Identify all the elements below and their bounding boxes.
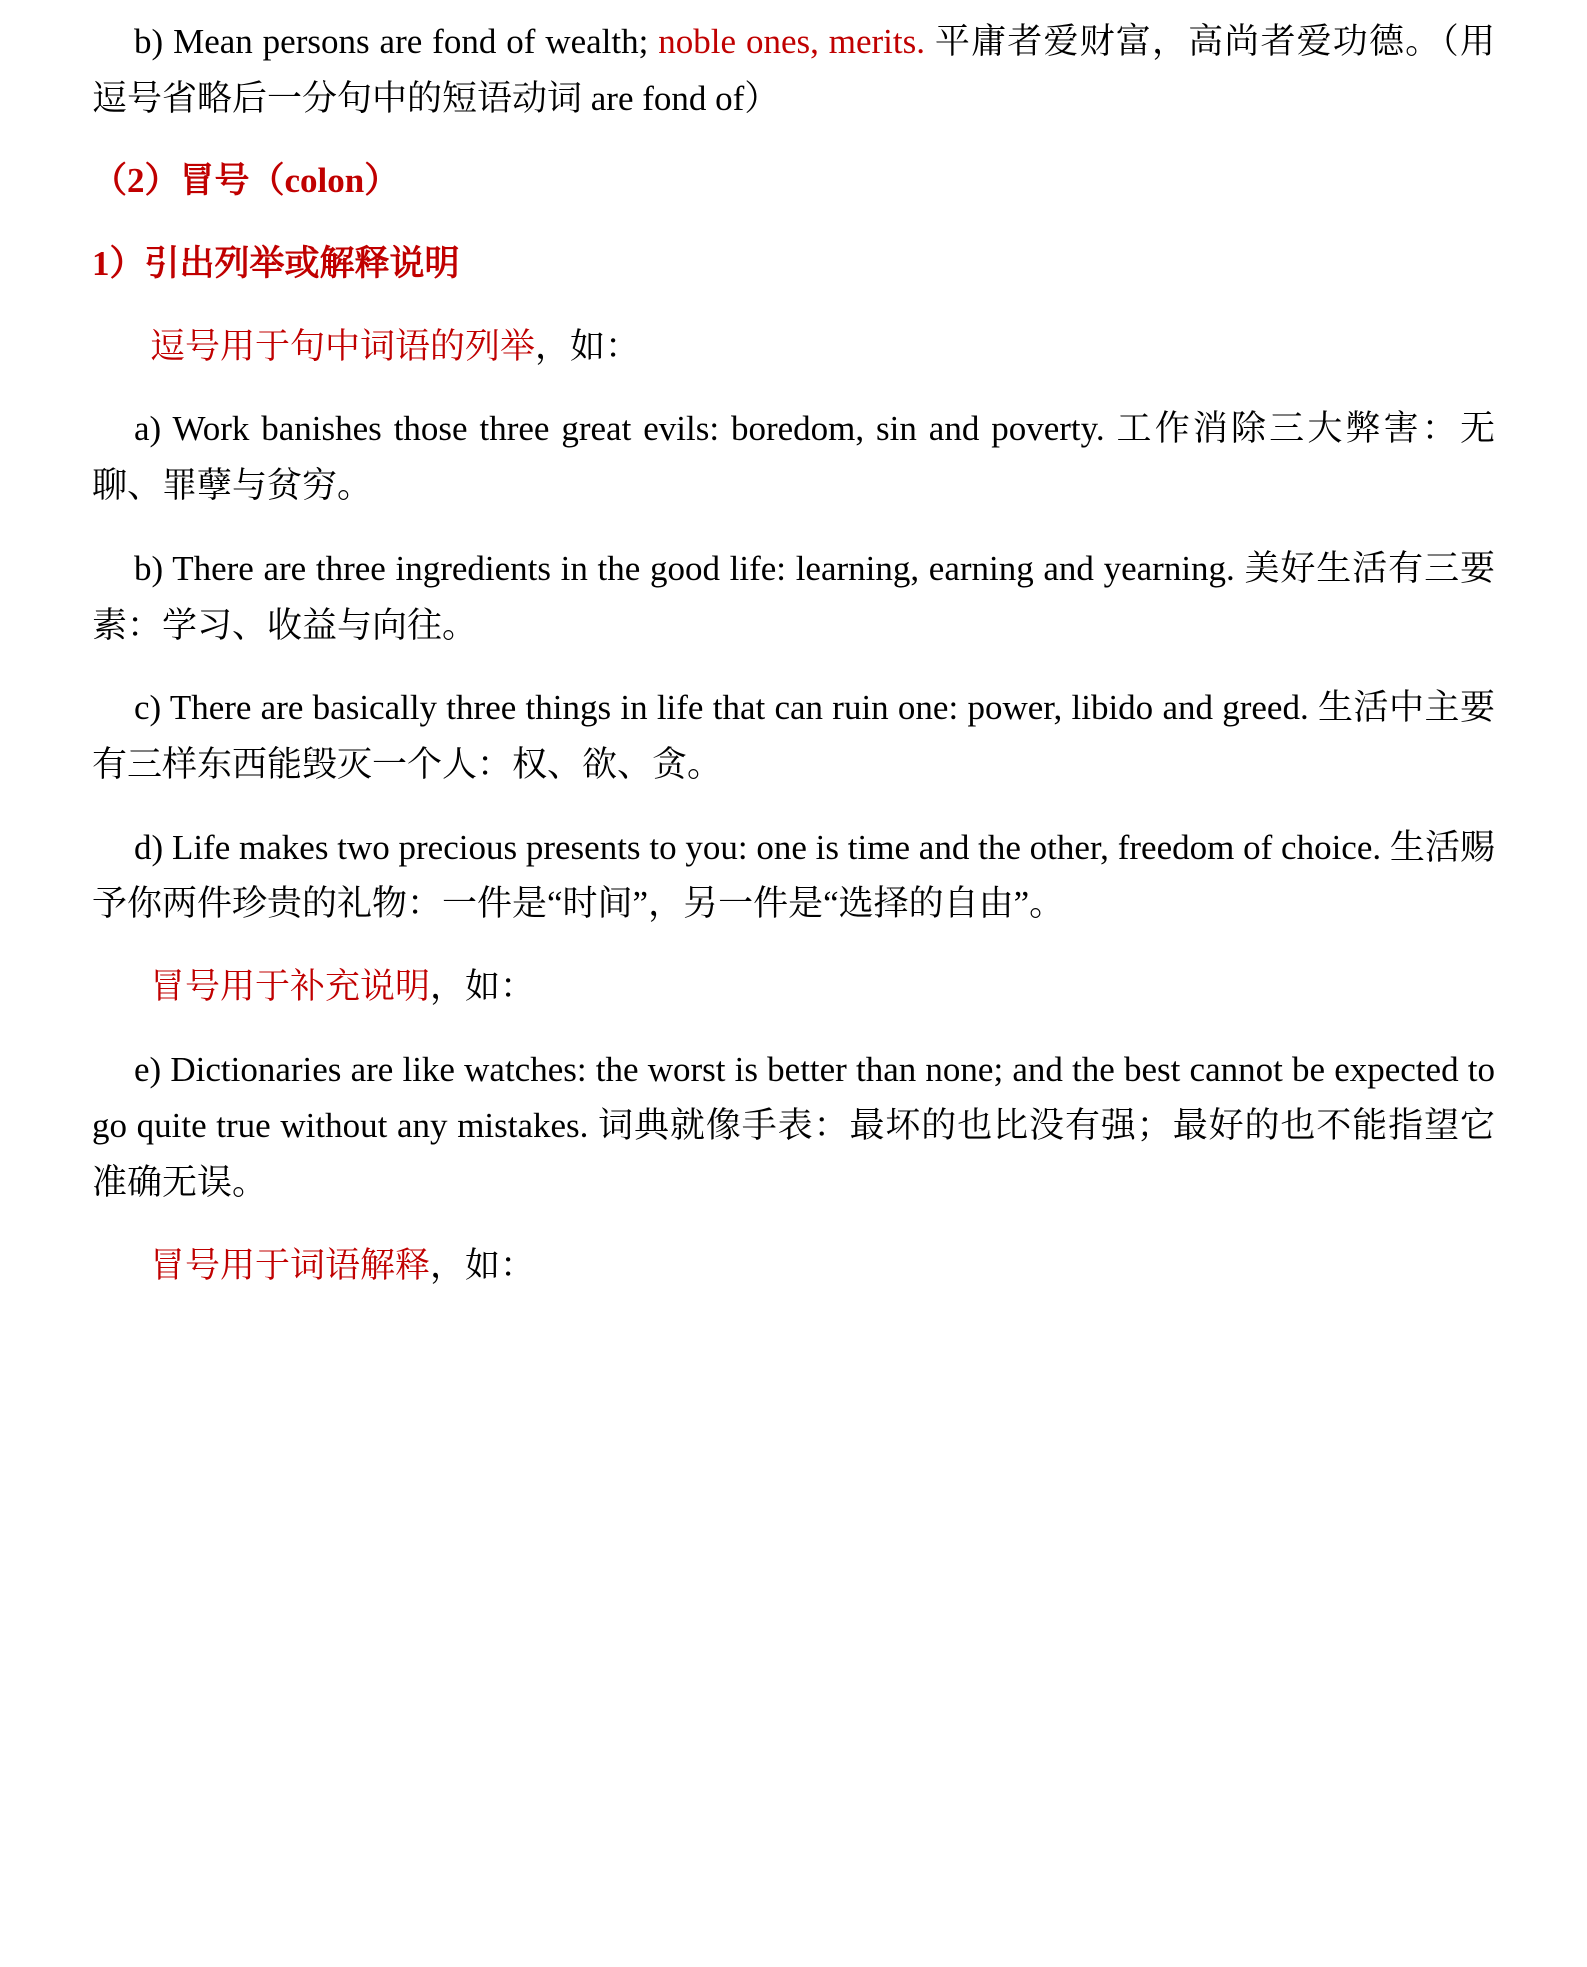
example-a	[92, 401, 1495, 514]
subsection-1	[92, 236, 1495, 293]
example-c	[92, 680, 1495, 793]
note-supplement-run-1: ，如：	[430, 966, 536, 1006]
item-b-comma	[92, 14, 1495, 127]
example-e-run-0: e) Dictionaries are like watches: the worst is better than none; and the best cannot be expected to go quite true without any mistakes. 词典就像手表：最坏的也比没有强；最好的也不能指望它准确无误。	[92, 1049, 1495, 1202]
note-enumeration	[92, 319, 1495, 376]
example-e	[92, 1042, 1495, 1212]
note-word-explanation-run-0: 冒号用于词语解释	[150, 1245, 431, 1285]
example-a-run-0: a) Work banishes those three great evils: boredom, sin and poverty. 工作消除三大弊害：无聊、罪孽与贫穷。	[92, 409, 1495, 506]
example-b	[92, 541, 1495, 654]
note-word-explanation-run-1: ，如：	[430, 1245, 536, 1285]
subsection-1-run-0: 1）引出列举或解释说明	[92, 244, 460, 284]
note-word-explanation	[92, 1238, 1495, 1295]
item-b-comma-run-0: b) Mean persons are fond of wealth;	[134, 22, 659, 61]
section-colon-title-run-0: （2）冒号（colon）	[92, 161, 400, 201]
item-b-comma-run-2: 平庸者爱财富，高尚者爱功德。（用逗号省略后一分句中的短语动词 are fond of）	[92, 22, 1495, 118]
note-supplement	[92, 959, 1495, 1016]
example-c-run-0: c) There are basically three things in life that can ruin one: power, libido and greed. 生活中主要有三样东西能毁灭一个人：权、欲、贪。	[92, 688, 1495, 784]
note-supplement-run-0: 冒号用于补充说明	[150, 966, 431, 1006]
example-d-run-0: d) Life makes two precious presents to you: one is time and the other, freedom of choice. 生活赐予你两件珍贵的礼物：一件是“时间”，另一件是“选择的自由”。	[92, 827, 1495, 924]
item-b-comma-run-1: noble ones, merits.	[658, 22, 926, 61]
note-enumeration-run-0: 逗号用于句中词语的列举	[150, 326, 536, 366]
example-d	[92, 820, 1495, 933]
example-b-run-0: b) There are three ingredients in the good life: learning, earning and yearning. 美好生活有三要素：学习、收益与向往。	[92, 548, 1495, 645]
note-enumeration-run-1: ，如：	[535, 326, 641, 366]
section-colon-title	[92, 153, 1495, 210]
document-body	[92, 14, 1495, 1294]
